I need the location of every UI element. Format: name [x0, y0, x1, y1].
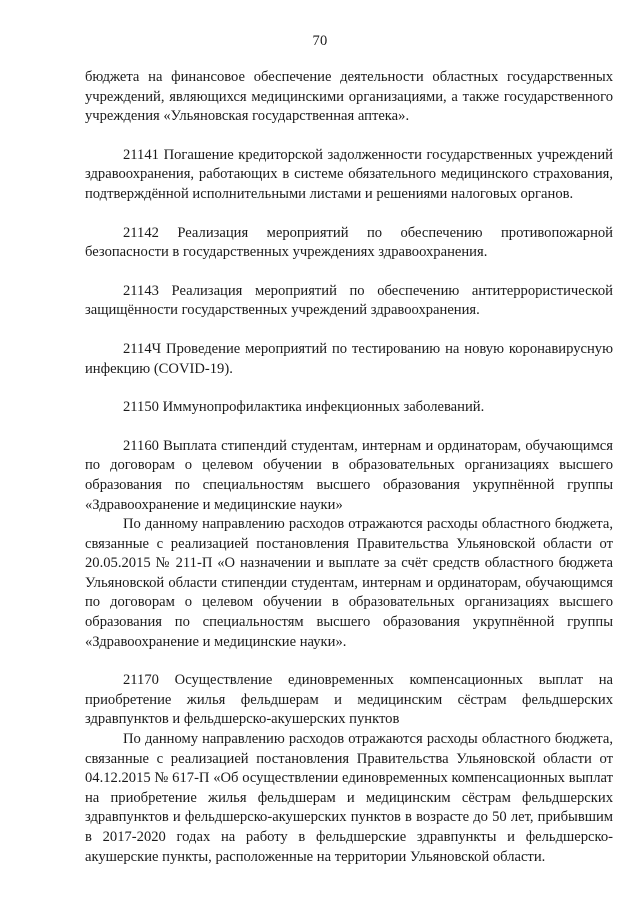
document-body	[85, 68, 613, 867]
paragraph-budget-continuation: бюджета на финансовое обеспечение деятельности областных государственных учреждений, являющихся медицинскими организациями, а также государственного учреждения «Ульяновская государственная аптека».	[85, 69, 613, 125]
paragraph-21143: 21143 Реализация мероприятий по обеспечению антитеррористической защищённости государственных учреждений здравоохранения.	[85, 282, 613, 319]
paragraph-spacer	[85, 652, 613, 671]
paragraph-21160: 21160 Выплата стипендий студентам, интернам и ординаторам, обучающимся по договорам о целевом обучении в образовательных организациях высшего образования по специальностям высшего образования укрупнённой группы «Здравоохранение и медицинские науки»	[85, 437, 613, 513]
paragraph-21142: 21142 Реализация мероприятий по обеспечению противопожарной безопасности в государственных учреждениях здравоохранения.	[85, 224, 613, 261]
paragraph-2114Ch: 2114Ч Проведение мероприятий по тестированию на новую коронавирусную инфекцию (COVID-19).	[85, 340, 613, 377]
paragraph-spacer	[85, 127, 613, 146]
page-number: 70	[312, 33, 328, 49]
paragraph-spacer	[85, 379, 613, 398]
paragraph-21170: 21170 Осуществление единовременных компенсационных выплат на приобретение жилья фельдшерам и медицинским сёстрам фельдшерских здравпунктов и фельдшерско-акушерских пунктов	[85, 672, 613, 728]
paragraph-21150: 21150 Иммунопрофилактика инфекционных заболеваний.	[123, 399, 485, 416]
paragraph-spacer	[85, 418, 613, 437]
paragraph-spacer	[85, 263, 613, 282]
paragraph-21170-description: По данному направлению расходов отражаются расходы областного бюджета, связанные с реализацией постановления Правительства Ульяновской области от 04.12.2015 № 617-П «Об осуществлении единовременных компенсационных выплат на приобретение жилья фельдшерам и медицинским сёстрам фельдшерских здравпунктов и фельдшерско-акушерских пунктов в возрасте до 50 лет, прибывшим в 2017-2020 годах на работу в фельдшерские здравпункты и фельдшерско-акушерские пункты, расположенные на территории Ульяновской области.	[85, 731, 613, 865]
paragraph-spacer	[85, 321, 613, 340]
paragraph-21160-description: По данному направлению расходов отражаются расходы областного бюджета, связанные с реализацией постановления Правительства Ульяновской области от 20.05.2015 № 211-П «О назначении и выплате за счёт средств областного бюджета Ульяновской области стипендии студентам, интернам и ординаторам, обучающимся по договорам о целевом обучении в образовательных организациях высшего образования по специальностям высшего образования укрупнённой группы «Здравоохранение и медицинские науки».	[85, 516, 613, 650]
paragraph-21141: 21141 Погашение кредиторской задолженности государственных учреждений здравоохранения, работающих в системе обязательного медицинского страхования, подтверждённой исполнительными листами и решениями налоговых органов.	[85, 146, 613, 202]
paragraph-spacer	[85, 205, 613, 224]
